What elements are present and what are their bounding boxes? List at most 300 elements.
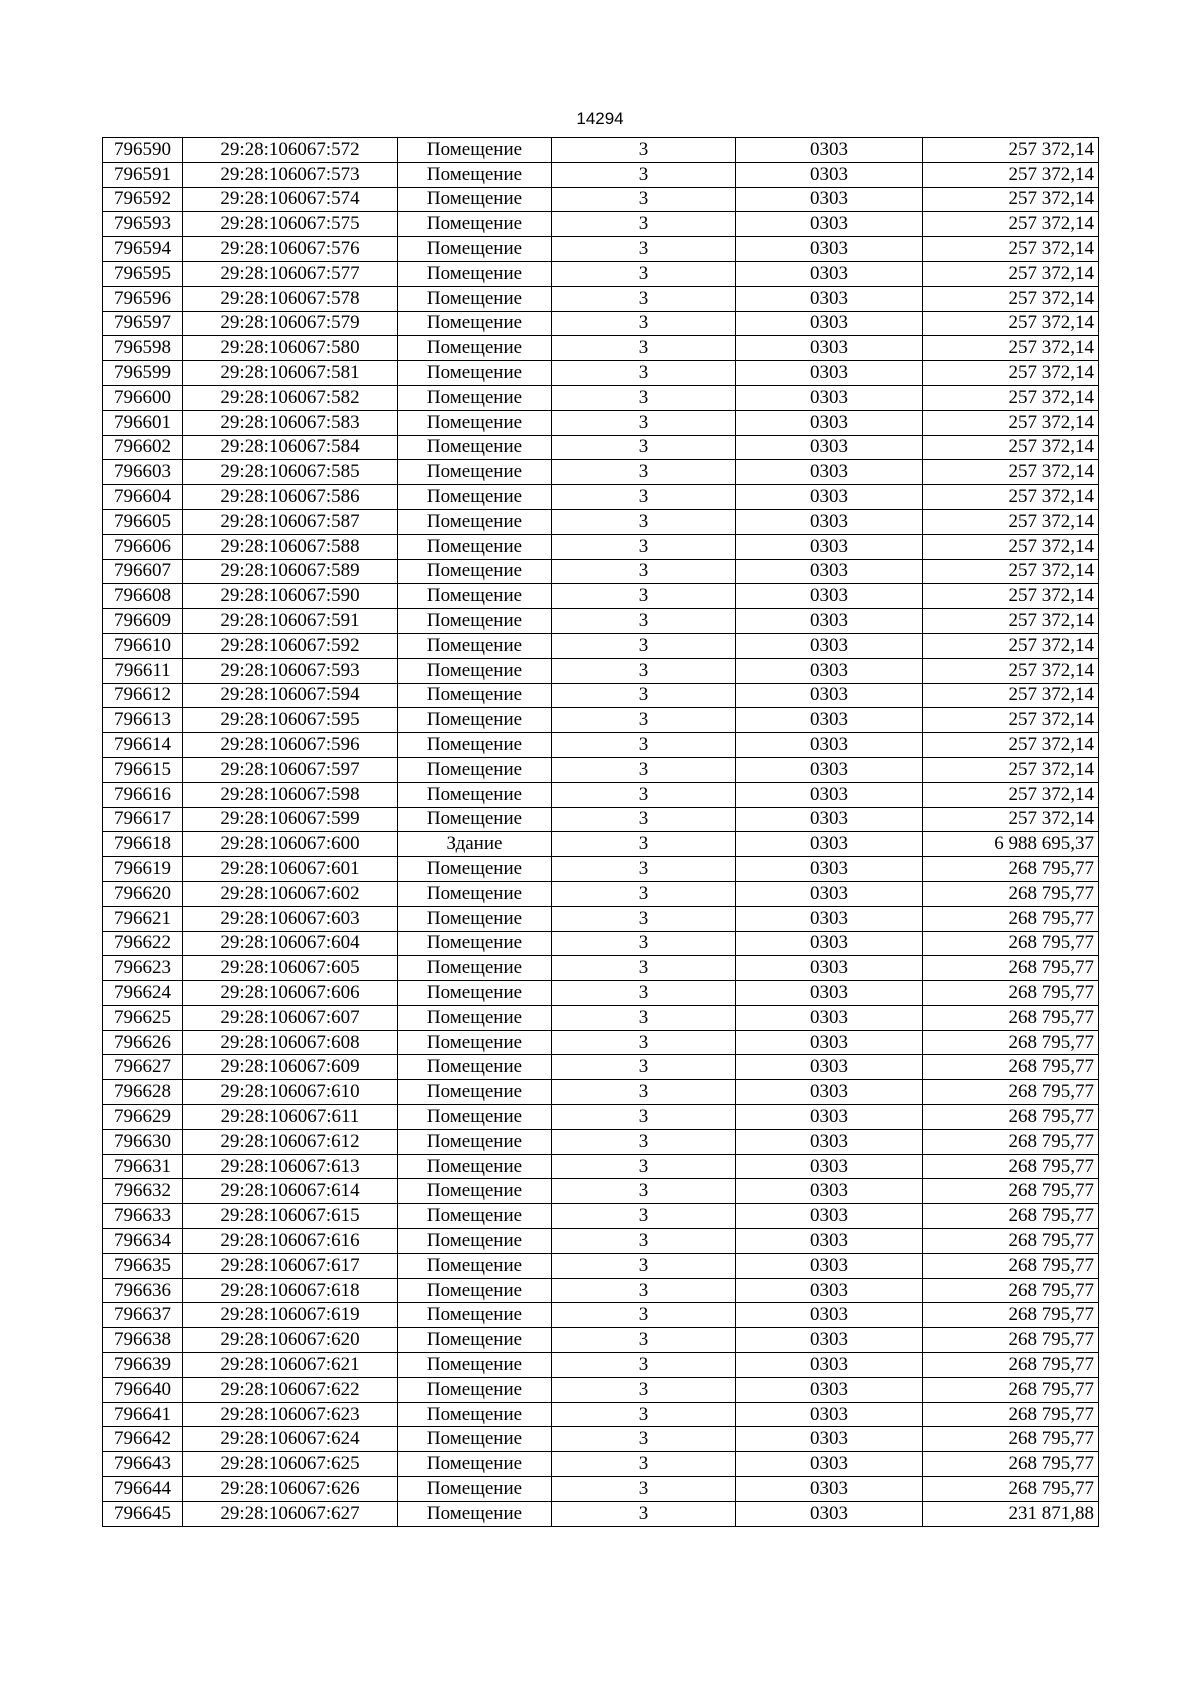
table-row (103, 336, 1099, 361)
category-cell: 3 (552, 683, 736, 708)
row-number-cell: 796634 (103, 1229, 183, 1254)
object-type-cell: Помещение (398, 981, 552, 1006)
category-cell: 3 (552, 1229, 736, 1254)
table-row (103, 1353, 1099, 1378)
cadastral-number-cell: 29:28:106067:577 (183, 261, 398, 286)
code-cell: 0303 (736, 559, 923, 584)
row-number-cell: 796640 (103, 1377, 183, 1402)
row-number-cell: 796629 (103, 1105, 183, 1130)
cadastral-number-cell: 29:28:106067:618 (183, 1278, 398, 1303)
cadastral-number-cell: 29:28:106067:573 (183, 162, 398, 187)
table-row (103, 981, 1099, 1006)
object-type-cell: Помещение (398, 1328, 552, 1353)
row-number-cell: 796621 (103, 906, 183, 931)
cadastral-number-cell: 29:28:106067:619 (183, 1303, 398, 1328)
cadastral-number-cell: 29:28:106067:581 (183, 361, 398, 386)
object-type-cell: Помещение (398, 609, 552, 634)
object-type-cell: Помещение (398, 633, 552, 658)
category-cell: 3 (552, 1303, 736, 1328)
row-number-cell: 796613 (103, 708, 183, 733)
row-number-cell: 796597 (103, 311, 183, 336)
category-cell: 3 (552, 708, 736, 733)
row-number-cell: 796606 (103, 534, 183, 559)
code-cell: 0303 (736, 1204, 923, 1229)
cadastral-number-cell: 29:28:106067:576 (183, 237, 398, 262)
cadastral-number-cell: 29:28:106067:608 (183, 1030, 398, 1055)
code-cell: 0303 (736, 1253, 923, 1278)
row-number-cell: 796599 (103, 361, 183, 386)
row-number-cell: 796635 (103, 1253, 183, 1278)
row-number-cell: 796623 (103, 956, 183, 981)
code-cell: 0303 (736, 1229, 923, 1254)
value-cell: 268 795,77 (923, 1377, 1099, 1402)
row-number-cell: 796626 (103, 1030, 183, 1055)
table-row (103, 658, 1099, 683)
value-cell: 268 795,77 (923, 1080, 1099, 1105)
object-type-cell: Помещение (398, 1229, 552, 1254)
value-cell: 268 795,77 (923, 1105, 1099, 1130)
table-row (103, 807, 1099, 832)
object-type-cell: Помещение (398, 1477, 552, 1502)
table-row (103, 261, 1099, 286)
value-cell: 268 795,77 (923, 1030, 1099, 1055)
code-cell: 0303 (736, 1129, 923, 1154)
object-type-cell: Помещение (398, 1501, 552, 1526)
category-cell: 3 (552, 336, 736, 361)
value-cell: 257 372,14 (923, 261, 1099, 286)
category-cell: 3 (552, 1129, 736, 1154)
row-number-cell: 796645 (103, 1501, 183, 1526)
row-number-cell: 796604 (103, 485, 183, 510)
code-cell: 0303 (736, 410, 923, 435)
category-cell: 3 (552, 435, 736, 460)
object-type-cell: Помещение (398, 1154, 552, 1179)
code-cell: 0303 (736, 1303, 923, 1328)
value-cell: 257 372,14 (923, 658, 1099, 683)
code-cell: 0303 (736, 757, 923, 782)
value-cell: 257 372,14 (923, 138, 1099, 163)
table-row (103, 485, 1099, 510)
value-cell: 257 372,14 (923, 311, 1099, 336)
registry-table-body (103, 138, 1099, 1527)
value-cell: 257 372,14 (923, 509, 1099, 534)
table-row (103, 361, 1099, 386)
object-type-cell: Помещение (398, 931, 552, 956)
category-cell: 3 (552, 261, 736, 286)
value-cell: 257 372,14 (923, 410, 1099, 435)
category-cell: 3 (552, 1328, 736, 1353)
row-number-cell: 796616 (103, 782, 183, 807)
code-cell: 0303 (736, 658, 923, 683)
code-cell: 0303 (736, 906, 923, 931)
code-cell: 0303 (736, 385, 923, 410)
value-cell: 257 372,14 (923, 534, 1099, 559)
cadastral-number-cell: 29:28:106067:586 (183, 485, 398, 510)
object-type-cell: Помещение (398, 1055, 552, 1080)
category-cell: 3 (552, 956, 736, 981)
cadastral-number-cell: 29:28:106067:598 (183, 782, 398, 807)
object-type-cell: Помещение (398, 1253, 552, 1278)
cadastral-number-cell: 29:28:106067:617 (183, 1253, 398, 1278)
category-cell: 3 (552, 509, 736, 534)
row-number-cell: 796612 (103, 683, 183, 708)
category-cell: 3 (552, 311, 736, 336)
cadastral-number-cell: 29:28:106067:626 (183, 1477, 398, 1502)
table-row (103, 1005, 1099, 1030)
object-type-cell: Помещение (398, 1080, 552, 1105)
value-cell: 257 372,14 (923, 485, 1099, 510)
category-cell: 3 (552, 757, 736, 782)
category-cell: 3 (552, 286, 736, 311)
table-row (103, 410, 1099, 435)
value-cell: 257 372,14 (923, 733, 1099, 758)
category-cell: 3 (552, 1501, 736, 1526)
code-cell: 0303 (736, 485, 923, 510)
cadastral-number-cell: 29:28:106067:584 (183, 435, 398, 460)
table-row (103, 534, 1099, 559)
code-cell: 0303 (736, 237, 923, 262)
object-type-cell: Помещение (398, 485, 552, 510)
row-number-cell: 796594 (103, 237, 183, 262)
row-number-cell: 796592 (103, 187, 183, 212)
cadastral-number-cell: 29:28:106067:607 (183, 1005, 398, 1030)
category-cell: 3 (552, 1030, 736, 1055)
code-cell: 0303 (736, 460, 923, 485)
object-type-cell: Помещение (398, 361, 552, 386)
category-cell: 3 (552, 658, 736, 683)
code-cell: 0303 (736, 361, 923, 386)
category-cell: 3 (552, 410, 736, 435)
table-row (103, 708, 1099, 733)
cadastral-number-cell: 29:28:106067:609 (183, 1055, 398, 1080)
value-cell: 257 372,14 (923, 187, 1099, 212)
code-cell: 0303 (736, 162, 923, 187)
category-cell: 3 (552, 1204, 736, 1229)
category-cell: 3 (552, 609, 736, 634)
value-cell: 268 795,77 (923, 1427, 1099, 1452)
row-number-cell: 796641 (103, 1402, 183, 1427)
registry-table (102, 137, 1099, 1527)
object-type-cell: Помещение (398, 286, 552, 311)
cadastral-number-cell: 29:28:106067:604 (183, 931, 398, 956)
cadastral-number-cell: 29:28:106067:600 (183, 832, 398, 857)
value-cell: 268 795,77 (923, 1005, 1099, 1030)
code-cell: 0303 (736, 1080, 923, 1105)
object-type-cell: Помещение (398, 782, 552, 807)
cadastral-number-cell: 29:28:106067:625 (183, 1452, 398, 1477)
value-cell: 268 795,77 (923, 1055, 1099, 1080)
value-cell: 268 795,77 (923, 1204, 1099, 1229)
cadastral-number-cell: 29:28:106067:613 (183, 1154, 398, 1179)
row-number-cell: 796601 (103, 410, 183, 435)
cadastral-number-cell: 29:28:106067:611 (183, 1105, 398, 1130)
row-number-cell: 796632 (103, 1179, 183, 1204)
object-type-cell: Помещение (398, 212, 552, 237)
table-row (103, 559, 1099, 584)
value-cell: 268 795,77 (923, 1154, 1099, 1179)
category-cell: 3 (552, 460, 736, 485)
value-cell: 257 372,14 (923, 609, 1099, 634)
category-cell: 3 (552, 782, 736, 807)
table-row (103, 1377, 1099, 1402)
object-type-cell: Помещение (398, 956, 552, 981)
code-cell: 0303 (736, 956, 923, 981)
value-cell: 257 372,14 (923, 361, 1099, 386)
code-cell: 0303 (736, 1427, 923, 1452)
code-cell: 0303 (736, 534, 923, 559)
code-cell: 0303 (736, 609, 923, 634)
category-cell: 3 (552, 559, 736, 584)
object-type-cell: Помещение (398, 906, 552, 931)
object-type-cell: Помещение (398, 336, 552, 361)
value-cell: 257 372,14 (923, 162, 1099, 187)
cadastral-number-cell: 29:28:106067:615 (183, 1204, 398, 1229)
cadastral-number-cell: 29:28:106067:627 (183, 1501, 398, 1526)
category-cell: 3 (552, 212, 736, 237)
object-type-cell: Помещение (398, 584, 552, 609)
table-row (103, 1328, 1099, 1353)
code-cell: 0303 (736, 981, 923, 1006)
object-type-cell: Помещение (398, 1303, 552, 1328)
category-cell: 3 (552, 1179, 736, 1204)
category-cell: 3 (552, 733, 736, 758)
row-number-cell: 796591 (103, 162, 183, 187)
code-cell: 0303 (736, 1501, 923, 1526)
code-cell: 0303 (736, 435, 923, 460)
cadastral-number-cell: 29:28:106067:614 (183, 1179, 398, 1204)
code-cell: 0303 (736, 509, 923, 534)
row-number-cell: 796611 (103, 658, 183, 683)
value-cell: 268 795,77 (923, 1253, 1099, 1278)
category-cell: 3 (552, 584, 736, 609)
row-number-cell: 796614 (103, 733, 183, 758)
object-type-cell: Помещение (398, 410, 552, 435)
table-row (103, 1427, 1099, 1452)
code-cell: 0303 (736, 857, 923, 882)
table-row (103, 138, 1099, 163)
value-cell: 268 795,77 (923, 1129, 1099, 1154)
table-row (103, 1278, 1099, 1303)
category-cell: 3 (552, 237, 736, 262)
row-number-cell: 796628 (103, 1080, 183, 1105)
object-type-cell: Помещение (398, 460, 552, 485)
cadastral-number-cell: 29:28:106067:622 (183, 1377, 398, 1402)
value-cell: 268 795,77 (923, 1353, 1099, 1378)
cadastral-number-cell: 29:28:106067:591 (183, 609, 398, 634)
value-cell: 268 795,77 (923, 1303, 1099, 1328)
value-cell: 268 795,77 (923, 956, 1099, 981)
value-cell: 6 988 695,37 (923, 832, 1099, 857)
table-row (103, 857, 1099, 882)
row-number-cell: 796617 (103, 807, 183, 832)
category-cell: 3 (552, 1154, 736, 1179)
page-number: 14294 (576, 109, 624, 128)
object-type-cell: Помещение (398, 1179, 552, 1204)
row-number-cell: 796598 (103, 336, 183, 361)
object-type-cell: Помещение (398, 807, 552, 832)
object-type-cell: Помещение (398, 1427, 552, 1452)
table-row (103, 187, 1099, 212)
row-number-cell: 796602 (103, 435, 183, 460)
category-cell: 3 (552, 1452, 736, 1477)
table-row (103, 906, 1099, 931)
object-type-cell: Помещение (398, 1129, 552, 1154)
code-cell: 0303 (736, 782, 923, 807)
row-number-cell: 796637 (103, 1303, 183, 1328)
code-cell: 0303 (736, 1477, 923, 1502)
object-type-cell: Помещение (398, 1278, 552, 1303)
cadastral-number-cell: 29:28:106067:602 (183, 881, 398, 906)
table-row (103, 1402, 1099, 1427)
cadastral-number-cell: 29:28:106067:588 (183, 534, 398, 559)
table-row (103, 1055, 1099, 1080)
object-type-cell: Помещение (398, 385, 552, 410)
table-row (103, 1501, 1099, 1526)
row-number-cell: 796642 (103, 1427, 183, 1452)
row-number-cell: 796605 (103, 509, 183, 534)
category-cell: 3 (552, 534, 736, 559)
cadastral-number-cell: 29:28:106067:601 (183, 857, 398, 882)
cadastral-number-cell: 29:28:106067:580 (183, 336, 398, 361)
table-row (103, 782, 1099, 807)
row-number-cell: 796622 (103, 931, 183, 956)
cadastral-number-cell: 29:28:106067:623 (183, 1402, 398, 1427)
cadastral-number-cell: 29:28:106067:587 (183, 509, 398, 534)
code-cell: 0303 (736, 584, 923, 609)
value-cell: 257 372,14 (923, 385, 1099, 410)
cadastral-number-cell: 29:28:106067:603 (183, 906, 398, 931)
cadastral-number-cell: 29:28:106067:578 (183, 286, 398, 311)
object-type-cell: Помещение (398, 683, 552, 708)
table-row (103, 509, 1099, 534)
category-cell: 3 (552, 187, 736, 212)
code-cell: 0303 (736, 1328, 923, 1353)
cadastral-number-cell: 29:28:106067:590 (183, 584, 398, 609)
row-number-cell: 796607 (103, 559, 183, 584)
row-number-cell: 796615 (103, 757, 183, 782)
cadastral-number-cell: 29:28:106067:597 (183, 757, 398, 782)
object-type-cell: Помещение (398, 435, 552, 460)
row-number-cell: 796630 (103, 1129, 183, 1154)
category-cell: 3 (552, 1278, 736, 1303)
table-row (103, 385, 1099, 410)
table-row (103, 1204, 1099, 1229)
value-cell: 257 372,14 (923, 633, 1099, 658)
value-cell: 268 795,77 (923, 906, 1099, 931)
cadastral-number-cell: 29:28:106067:589 (183, 559, 398, 584)
table-row (103, 286, 1099, 311)
object-type-cell: Помещение (398, 1353, 552, 1378)
category-cell: 3 (552, 1477, 736, 1502)
row-number-cell: 796638 (103, 1328, 183, 1353)
code-cell: 0303 (736, 261, 923, 286)
code-cell: 0303 (736, 1452, 923, 1477)
cadastral-number-cell: 29:28:106067:624 (183, 1427, 398, 1452)
code-cell: 0303 (736, 881, 923, 906)
code-cell: 0303 (736, 1179, 923, 1204)
row-number-cell: 796620 (103, 881, 183, 906)
row-number-cell: 796593 (103, 212, 183, 237)
table-row (103, 1154, 1099, 1179)
category-cell: 3 (552, 162, 736, 187)
category-cell: 3 (552, 361, 736, 386)
code-cell: 0303 (736, 733, 923, 758)
code-cell: 0303 (736, 807, 923, 832)
cadastral-number-cell: 29:28:106067:616 (183, 1229, 398, 1254)
object-type-cell: Помещение (398, 1204, 552, 1229)
category-cell: 3 (552, 485, 736, 510)
row-number-cell: 796590 (103, 138, 183, 163)
value-cell: 268 795,77 (923, 931, 1099, 956)
object-type-cell: Помещение (398, 162, 552, 187)
cadastral-number-cell: 29:28:106067:572 (183, 138, 398, 163)
row-number-cell: 796603 (103, 460, 183, 485)
code-cell: 0303 (736, 286, 923, 311)
category-cell: 3 (552, 1377, 736, 1402)
object-type-cell: Помещение (398, 881, 552, 906)
cadastral-number-cell: 29:28:106067:585 (183, 460, 398, 485)
category-cell: 3 (552, 807, 736, 832)
row-number-cell: 796633 (103, 1204, 183, 1229)
row-number-cell: 796619 (103, 857, 183, 882)
table-row (103, 311, 1099, 336)
category-cell: 3 (552, 881, 736, 906)
code-cell: 0303 (736, 708, 923, 733)
code-cell: 0303 (736, 931, 923, 956)
table-row (103, 733, 1099, 758)
value-cell: 257 372,14 (923, 757, 1099, 782)
row-number-cell: 796600 (103, 385, 183, 410)
table-row (103, 881, 1099, 906)
table-row (103, 212, 1099, 237)
code-cell: 0303 (736, 1105, 923, 1130)
table-row (103, 609, 1099, 634)
code-cell: 0303 (736, 1377, 923, 1402)
value-cell: 257 372,14 (923, 807, 1099, 832)
table-row (103, 435, 1099, 460)
cadastral-number-cell: 29:28:106067:606 (183, 981, 398, 1006)
code-cell: 0303 (736, 1402, 923, 1427)
value-cell: 268 795,77 (923, 1229, 1099, 1254)
table-row (103, 1303, 1099, 1328)
value-cell: 268 795,77 (923, 981, 1099, 1006)
cadastral-number-cell: 29:28:106067:574 (183, 187, 398, 212)
category-cell: 3 (552, 832, 736, 857)
code-cell: 0303 (736, 138, 923, 163)
category-cell: 3 (552, 1427, 736, 1452)
code-cell: 0303 (736, 1005, 923, 1030)
table-row (103, 757, 1099, 782)
row-number-cell: 796610 (103, 633, 183, 658)
value-cell: 257 372,14 (923, 237, 1099, 262)
table-row (103, 1253, 1099, 1278)
object-type-cell: Помещение (398, 1105, 552, 1130)
table-row (103, 931, 1099, 956)
category-cell: 3 (552, 1080, 736, 1105)
object-type-cell: Помещение (398, 658, 552, 683)
value-cell: 257 372,14 (923, 435, 1099, 460)
category-cell: 3 (552, 1105, 736, 1130)
row-number-cell: 796631 (103, 1154, 183, 1179)
code-cell: 0303 (736, 187, 923, 212)
value-cell: 257 372,14 (923, 286, 1099, 311)
value-cell: 268 795,77 (923, 1477, 1099, 1502)
table-row (103, 460, 1099, 485)
table-row (103, 162, 1099, 187)
code-cell: 0303 (736, 212, 923, 237)
cadastral-number-cell: 29:28:106067:583 (183, 410, 398, 435)
object-type-cell: Помещение (398, 1402, 552, 1427)
